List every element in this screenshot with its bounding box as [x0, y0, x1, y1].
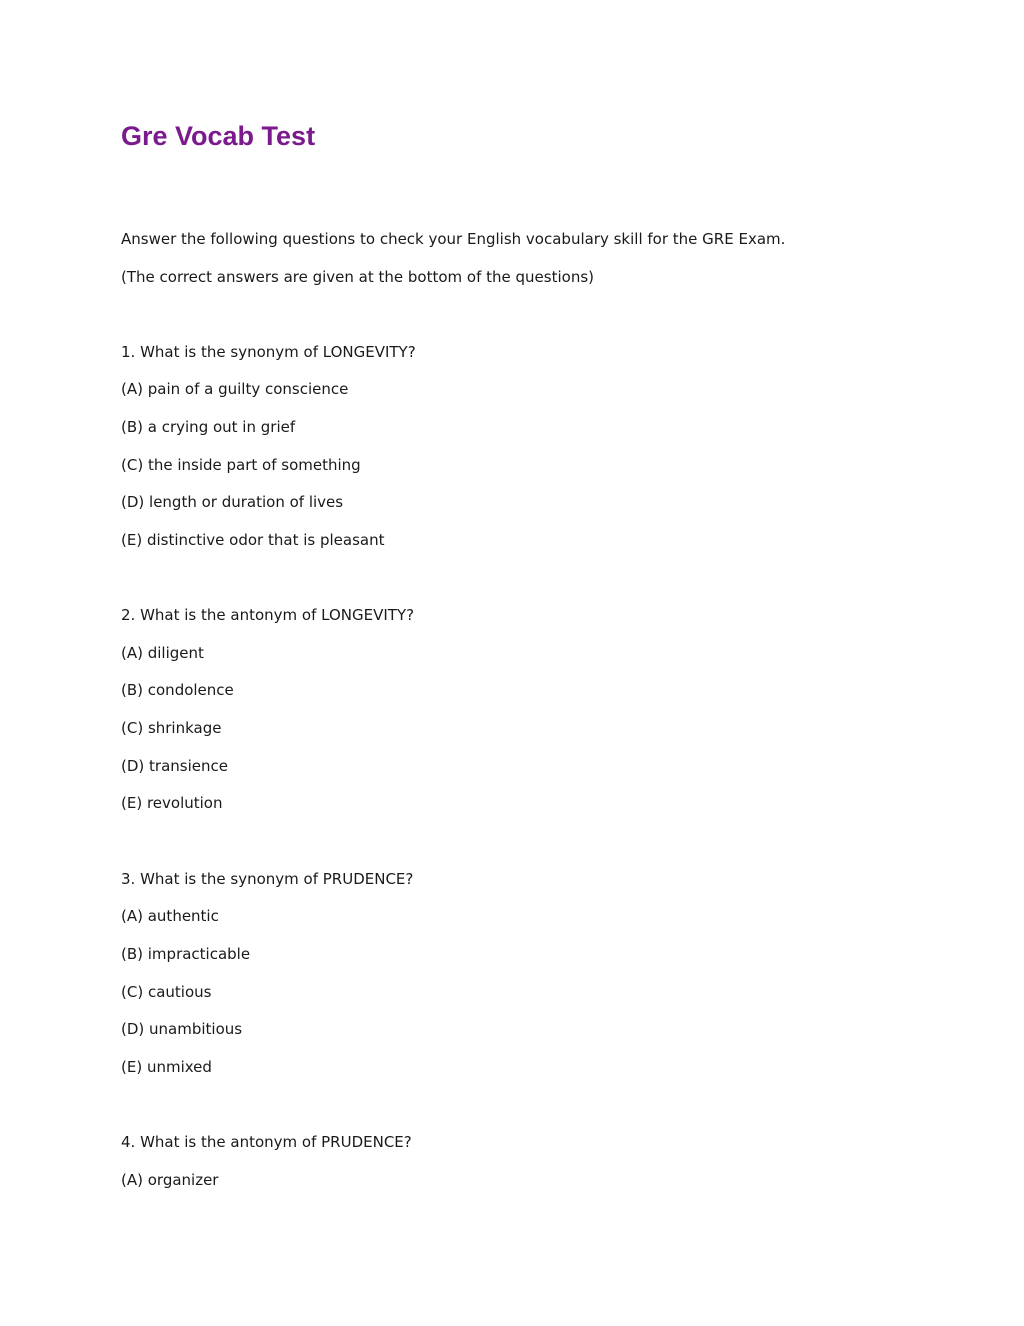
intro-line: Answer the following questions to check your English vocabulary skill for the GRE Exam.	[121, 230, 786, 248]
intro-note: (The correct answers are given at the bottom of the questions)	[121, 268, 594, 286]
question-3-option-c: (C) cautious	[121, 983, 212, 1001]
question-1-option-c: (C) the inside part of something	[121, 456, 361, 474]
document-title: Gre Vocab Test	[121, 121, 316, 151]
question-3: 3. What is the synonym of PRUDENCE?	[121, 870, 414, 888]
question-1-option-e: (E) distinctive odor that is pleasant	[121, 531, 385, 549]
question-3-option-e: (E) unmixed	[121, 1058, 212, 1076]
question-3-option-d: (D) unambitious	[121, 1020, 243, 1038]
question-2-option-d: (D) transience	[121, 757, 228, 775]
question-2-option-a: (A) diligent	[121, 644, 204, 662]
question-3-option-b: (B) impracticable	[121, 945, 251, 963]
question-2-option-c: (C) shrinkage	[121, 719, 222, 737]
question-1: 1. What is the synonym of LONGEVITY?	[121, 343, 416, 361]
question-1-option-b: (B) a crying out in grief	[121, 418, 296, 436]
question-1-option-d: (D) length or duration of lives	[121, 493, 344, 511]
question-4-option-a: (A) organizer	[121, 1171, 219, 1189]
question-2-option-e: (E) revolution	[121, 794, 223, 812]
question-1-option-a: (A) pain of a guilty conscience	[121, 380, 349, 398]
question-2: 2. What is the antonym of LONGEVITY?	[121, 606, 415, 624]
question-3-option-a: (A) authentic	[121, 907, 219, 925]
question-4: 4. What is the antonym of PRUDENCE?	[121, 1133, 412, 1151]
question-2-option-b: (B) condolence	[121, 681, 234, 699]
